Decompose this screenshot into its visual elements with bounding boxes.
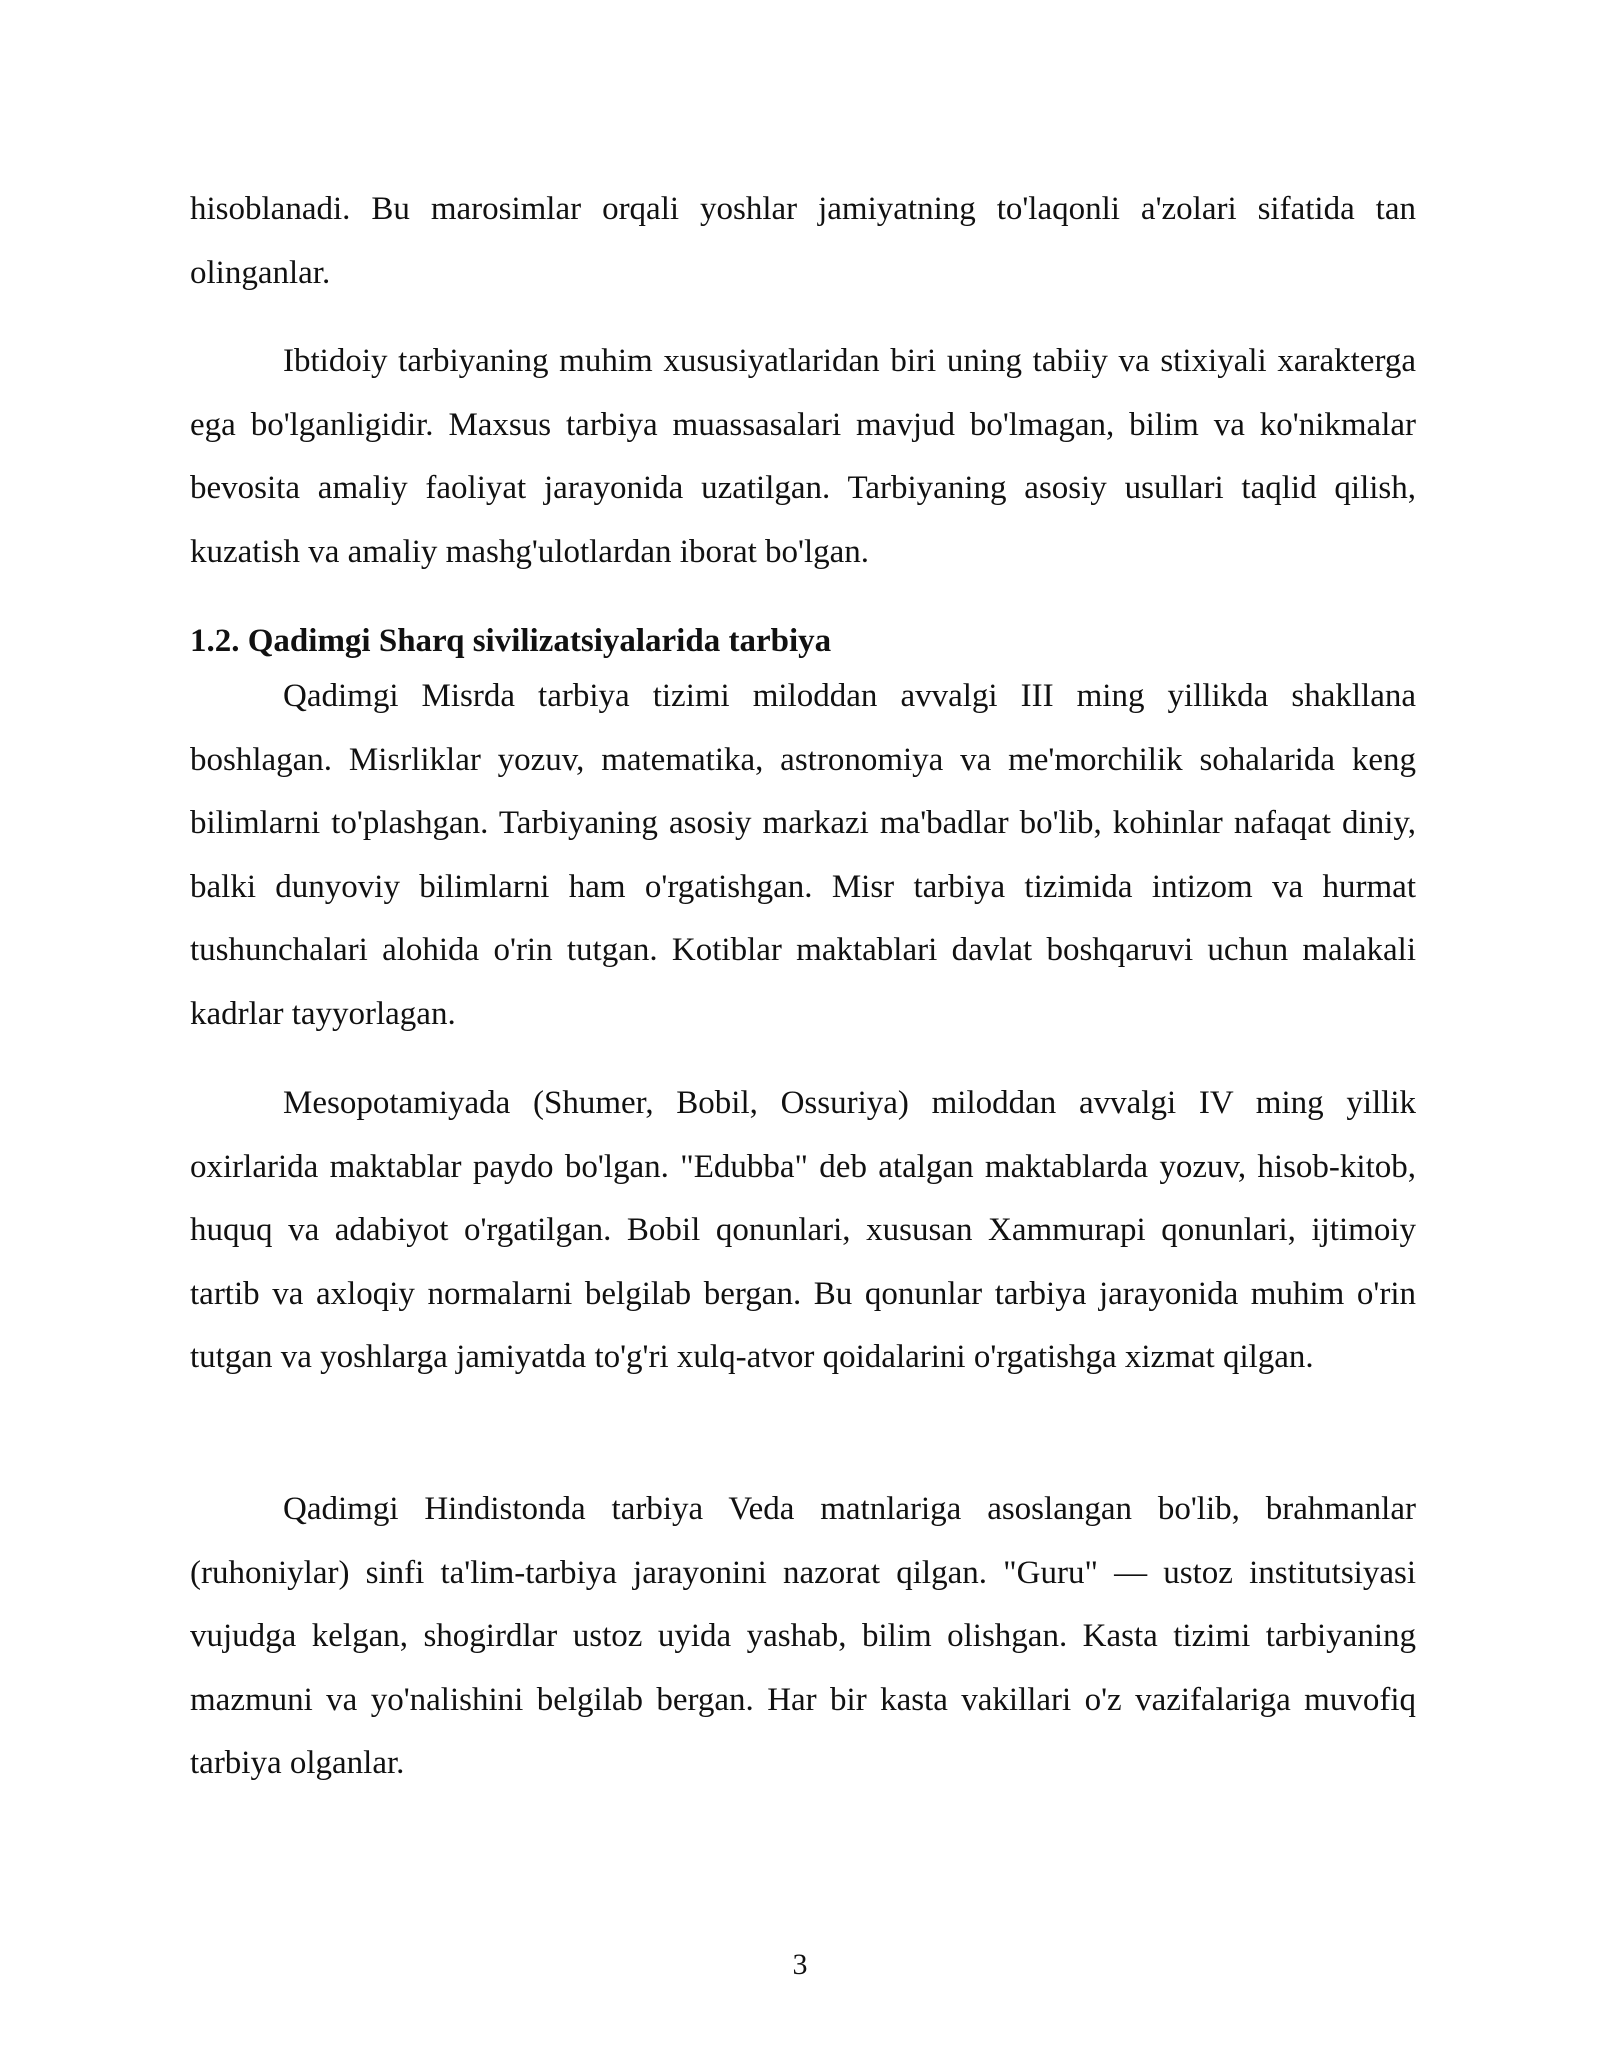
paragraph-primitive-education: Ibtidoiy tarbiyaning muhim xususiyatlaridan biri uning tabiiy va stixiyali xarakterga ega bo'lganligidir. Maxsus tarbiya muassasalari mavjud bo'lmagan, bilim va ko'nikmalar bevosita amaliy faoliyat jarayonida uzatilgan. Tarbiyaning asosiy usullari taqlid qilish, kuzatish va amaliy mashg'ulotlardan iborat bo'lgan. xyxy=(190,343,1416,570)
paragraph-india: Qadimgi Hindistonda tarbiya Veda matnlariga asoslangan bo'lib, brahmanlar (ruhoniylar) sinfi ta'lim-tarbiya jarayonini nazorat qilgan. "Guru" — ustoz institutsiyasi vujudga kelgan, shogirdlar ustoz uyida yashab, bilim olishgan. Kasta tizimi tarbiyaning mazmuni va yo'nalishini belgilab bergan. Har bir kasta vakillari o'z vazifalariga muvofiq tarbiya olganlar. xyxy=(190,1491,1416,1781)
page-number: 3 xyxy=(792,1948,808,1981)
section-heading: 1.2. Qadimgi Sharq sivilizatsiyalarida tarbiya xyxy=(190,623,832,659)
paragraph-egypt: Qadimgi Misrda tarbiya tizimi miloddan avvalgi III ming yillikda shakllana boshlagan. Misrliklar yozuv, matematika, astronomiya va me'morchilik sohalarida keng bilimlarni to'plashgan. Tarbiyaning asosiy markazi ma'badlar bo'lib, kohinlar nafaqat diniy, balki dunyoviy bilimlarni ham o'rgatishgan. Misr tarbiya tizimida intizom va hurmat tushunchalari alohida o'rin tutgan. Kotiblar maktablari davlat boshqaruvi uchun malakali kadrlar tayyorlagan. xyxy=(190,678,1416,1032)
paragraph-mesopotamia: Mesopotamiyada (Shumer, Bobil, Ossuriya) miloddan avvalgi IV ming yillik oxirlarida maktablar paydo bo'lgan. "Edubba" deb atalgan maktablarda yozuv, hisob-kitob, huquq va adabiyot o'rgatilgan. Bobil qonunlari, xususan Xammurapi qonunlari, ijtimoiy tartib va axloqiy normalarni belgilab bergan. Bu qonunlar tarbiya jarayonida muhim o'rin tutgan va yoshlarga jamiyatda to'g'ri xulq-atvor qoidalarini o'rgatishga xizmat qilgan. xyxy=(190,1085,1416,1375)
paragraph-continuation: hisoblanadi. Bu marosimlar orqali yoshlar jamiyatning to'laqonli a'zolari sifatida tan olinganlar. xyxy=(190,191,1416,291)
